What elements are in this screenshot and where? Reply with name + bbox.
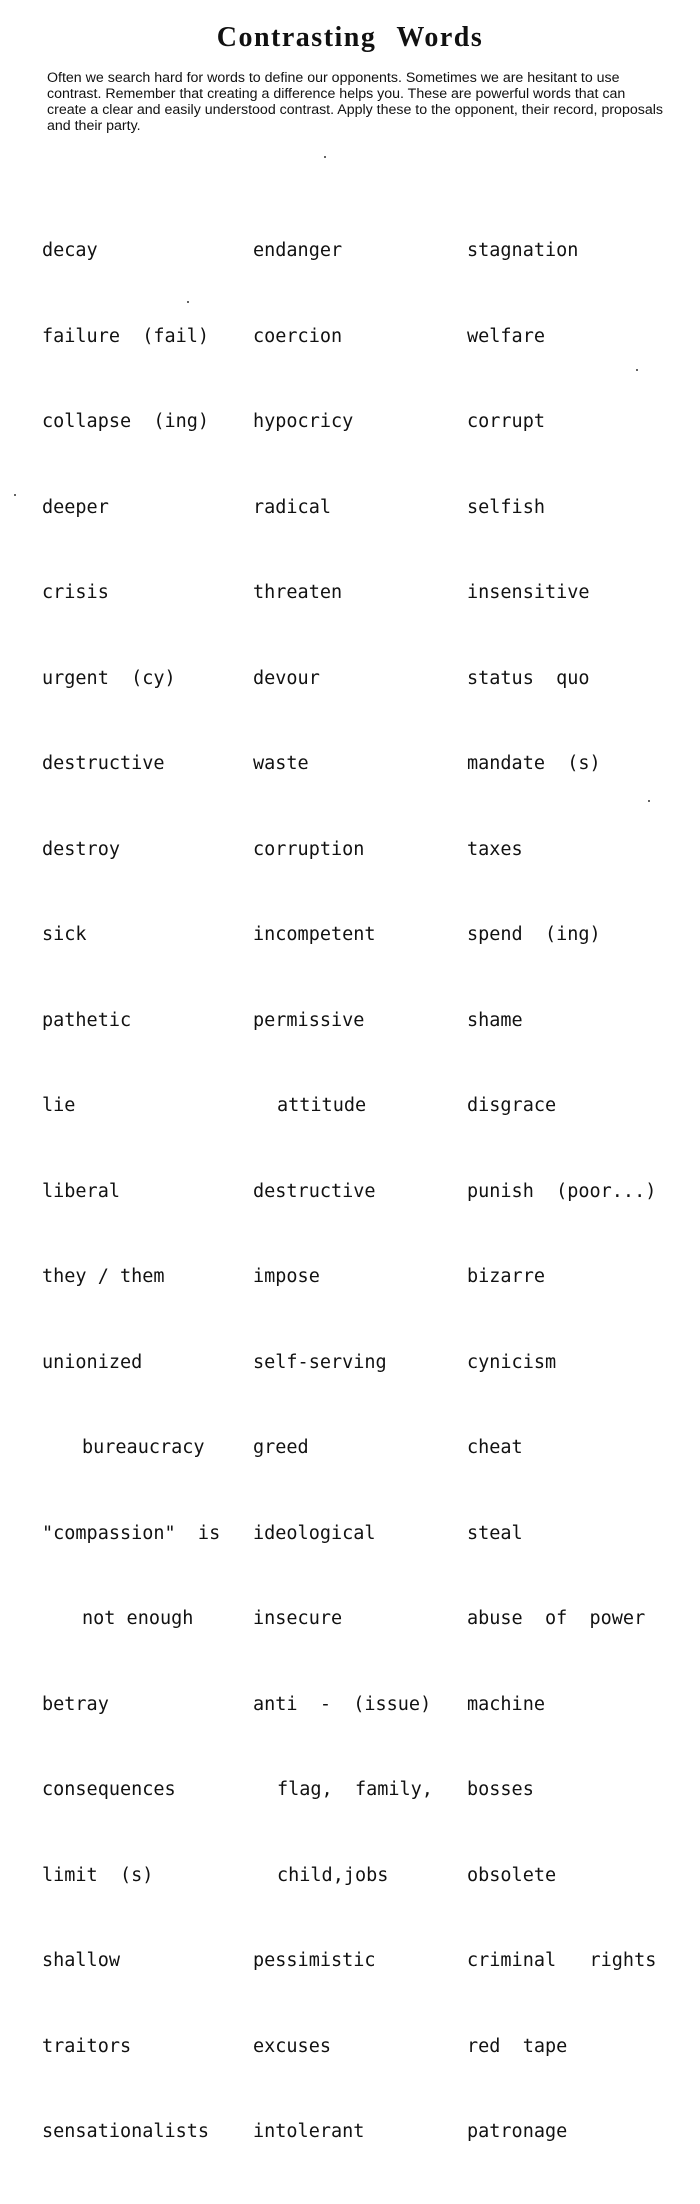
scan-speck (187, 301, 189, 303)
word-list-item: collapse (ing) (42, 411, 210, 432)
word-column-2 (253, 180, 433, 2204)
word-list-item: hypocricy (253, 411, 354, 432)
word-list-item: self-serving (253, 1351, 387, 1373)
word-list-item: excuses (253, 2035, 331, 2057)
word-list-item: failure (fail) (42, 325, 210, 347)
word-list-item: sensationalists (42, 2121, 210, 2142)
word-list-item: cynicism (467, 1351, 557, 1373)
word-column-1 (42, 180, 220, 2204)
word-list-item: anti - (issue) (253, 1693, 432, 1715)
word-list-item: consequences (42, 1779, 176, 1800)
scan-speck (648, 800, 650, 802)
word-list-item: destructive (253, 1180, 376, 1202)
word-list-item: selfish (467, 496, 545, 518)
word-list-item: intolerant (253, 2121, 365, 2142)
word-list-item: pessimistic (253, 1950, 376, 1971)
page-title: Contrasting Words (216, 22, 484, 53)
word-list-item: liberal (42, 1180, 120, 1202)
word-list-item: deeper (42, 496, 109, 518)
word-list-item: greed (253, 1437, 309, 1458)
word-list-item: stagnation (467, 240, 579, 261)
word-list-item: they / them (42, 1266, 165, 1287)
word-list-item: bizarre (467, 1266, 545, 1287)
word-list-item: corrupt (467, 411, 545, 432)
word-list-item: endanger (253, 240, 343, 261)
word-list-item: betray (42, 1693, 109, 1715)
word-list-item: spend (ing) (467, 924, 601, 945)
word-list-item: shallow (42, 1950, 120, 1971)
word-list-item: steal (467, 1522, 523, 1544)
word-list-item: traitors (42, 2035, 132, 2057)
word-list-item: disgrace (467, 1095, 557, 1116)
word-list-item: devour (253, 667, 320, 689)
word-list-item: "compassion" is (42, 1522, 221, 1544)
word-list-item: unionized (42, 1351, 143, 1373)
word-list-item: abuse of power (467, 1608, 646, 1629)
word-list-item: urgent (cy) (42, 667, 176, 689)
word-list-item: insecure (253, 1608, 343, 1629)
word-list-item: threaten (253, 582, 343, 603)
word-list-item: crisis (42, 582, 109, 603)
scan-speck (14, 494, 16, 496)
word-list-item: child,jobs (277, 1864, 389, 1886)
word-list-item: patronage (467, 2121, 568, 2142)
word-list-item: red tape (467, 2035, 568, 2057)
word-list-item: ideological (253, 1522, 376, 1544)
word-list-item: impose (253, 1266, 320, 1287)
word-list-item: attitude (277, 1095, 367, 1116)
word-list-item: incompetent (253, 924, 376, 945)
word-list-item: radical (253, 496, 331, 518)
word-list-item: welfare (467, 325, 545, 347)
word-list-item: insensitive (467, 582, 590, 603)
scan-speck (324, 156, 326, 158)
word-list-item: bosses (467, 1779, 534, 1800)
word-list-item: flag, family, (277, 1779, 433, 1800)
word-list-item: limit (s) (42, 1864, 154, 1886)
word-list-item: criminal rights (467, 1950, 657, 1971)
word-list-item: lie (42, 1095, 76, 1116)
word-list-item: cheat (467, 1437, 523, 1458)
word-list-item: permissive (253, 1009, 365, 1031)
word-list-item: destroy (42, 838, 120, 860)
word-list-item: decay (42, 240, 98, 261)
word-list-item: coercion (253, 325, 343, 347)
word-list-item: corruption (253, 838, 365, 860)
word-list-item: pathetic (42, 1009, 132, 1031)
word-column-3 (467, 180, 656, 2204)
word-list-item: sick (42, 924, 87, 945)
word-list-item: machine (467, 1693, 545, 1715)
word-list-item: taxes (467, 838, 523, 860)
word-list-item: destructive (42, 753, 165, 774)
word-list-item: punish (poor...) (467, 1180, 657, 1202)
word-list-item: mandate (s) (467, 753, 601, 774)
word-list-item: waste (253, 753, 309, 774)
scan-speck (636, 369, 638, 371)
intro-paragraph: Often we search hard for words to define our opponents. Sometimes we are hesitant to use contrast. Remember that creating a difference helps you. These are powerful words that can create a clear and easily understood contrast. Apply these to the opponent, their record, proposals and their party. (47, 70, 663, 134)
word-list-item: obsolete (467, 1864, 557, 1886)
word-list-item: status quo (467, 667, 590, 689)
word-list-item: not enough (82, 1608, 194, 1629)
word-list-item: bureaucracy (82, 1437, 205, 1458)
word-list-item: shame (467, 1009, 523, 1031)
